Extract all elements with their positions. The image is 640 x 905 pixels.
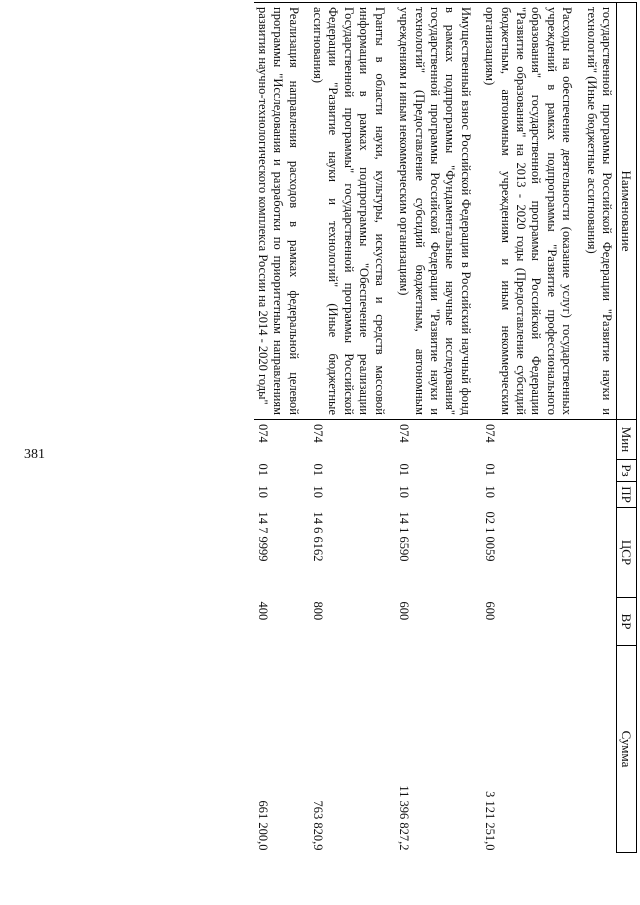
row-name: государственной программы Российской Федерации "Развитие науки и технологий" (Иные бюджетные ассигнования) <box>583 3 616 420</box>
row-vr: 400 <box>255 601 270 621</box>
row-pr: 10 <box>255 485 270 498</box>
page-number: 381 <box>24 447 45 462</box>
header-rz: Рз <box>617 460 637 482</box>
header-csr: ЦСР <box>617 508 637 598</box>
header-vr: ВР <box>617 598 637 646</box>
row-pr: 10 <box>483 485 498 498</box>
row-name: Реализация направления расходов в рамках федеральной целевой программы "Исследования и разработки по приоритетным направлениям развития научно-технологического комплекса России на 2014 - 2020 годы" <box>254 3 303 420</box>
row-rz: 01 <box>311 463 326 476</box>
table-row <box>396 3 476 853</box>
row-min: 074 <box>483 424 498 443</box>
header-min: Мин <box>617 420 637 460</box>
row-name: Гранты в области науки, культуры, искусства и средств массовой информации в рамках подпрограммы "Обеспечение реализации Государственной программы" государственной программы Российской Федерации "Развитие науки и технологий" (Иные бюджетные ассигнования) <box>310 3 390 420</box>
row-csr: 14 6 6162 <box>311 511 326 562</box>
row-csr: 14 7 9999 <box>255 511 270 562</box>
row-vr: 600 <box>483 601 498 621</box>
header-pr: ПР <box>617 482 637 508</box>
row-csr: 14 1 6590 <box>397 511 412 562</box>
row-pr: 10 <box>311 485 326 498</box>
header-sum: Сумма <box>617 646 637 853</box>
table-row <box>310 3 390 853</box>
row-name: Расходы на обеспечение деятельности (оказание услуг) государственных учреждений в рамках подпрограммы "Развитие профессионального образования" государственной программы Российской Федерации "Развитие образования" на 2013 - 2020 годы (Предоставление субсидий бюджетным, автономным учреждениям и иным некоммерческим организациям) <box>482 3 577 420</box>
row-vr: 800 <box>311 601 326 621</box>
row-min: 074 <box>311 424 326 443</box>
header-name: Наименование <box>617 3 637 420</box>
row-rz: 01 <box>255 463 270 476</box>
row-pr: 10 <box>397 485 412 498</box>
row-name: Имущественный взнос Российской Федерации в Российский научный фонд в рамках подпрограммы "Фундаментальные научные исследования" государственной программы Российской Федерации "Развитие науки и технологий" (Предоставление субсидий бюджетным, автономным учреждениям и иным некоммерческим организациям) <box>396 3 476 420</box>
row-vr: 600 <box>397 601 412 621</box>
row-sum: 661 200,0 <box>255 800 270 851</box>
row-csr: 02 1 0059 <box>483 511 498 562</box>
row-sum: 763 820,9 <box>311 800 326 851</box>
row-sum: 3 121 251,0 <box>483 791 498 851</box>
table-row <box>482 3 577 853</box>
table-row <box>583 3 616 853</box>
table-row <box>254 3 303 853</box>
row-min: 074 <box>397 424 412 443</box>
row-min: 074 <box>255 424 270 443</box>
row-rz: 01 <box>483 463 498 476</box>
table-header <box>617 3 637 853</box>
row-sum: 11 396 827,2 <box>397 785 412 851</box>
budget-table <box>254 2 637 853</box>
row-rz: 01 <box>397 463 412 476</box>
